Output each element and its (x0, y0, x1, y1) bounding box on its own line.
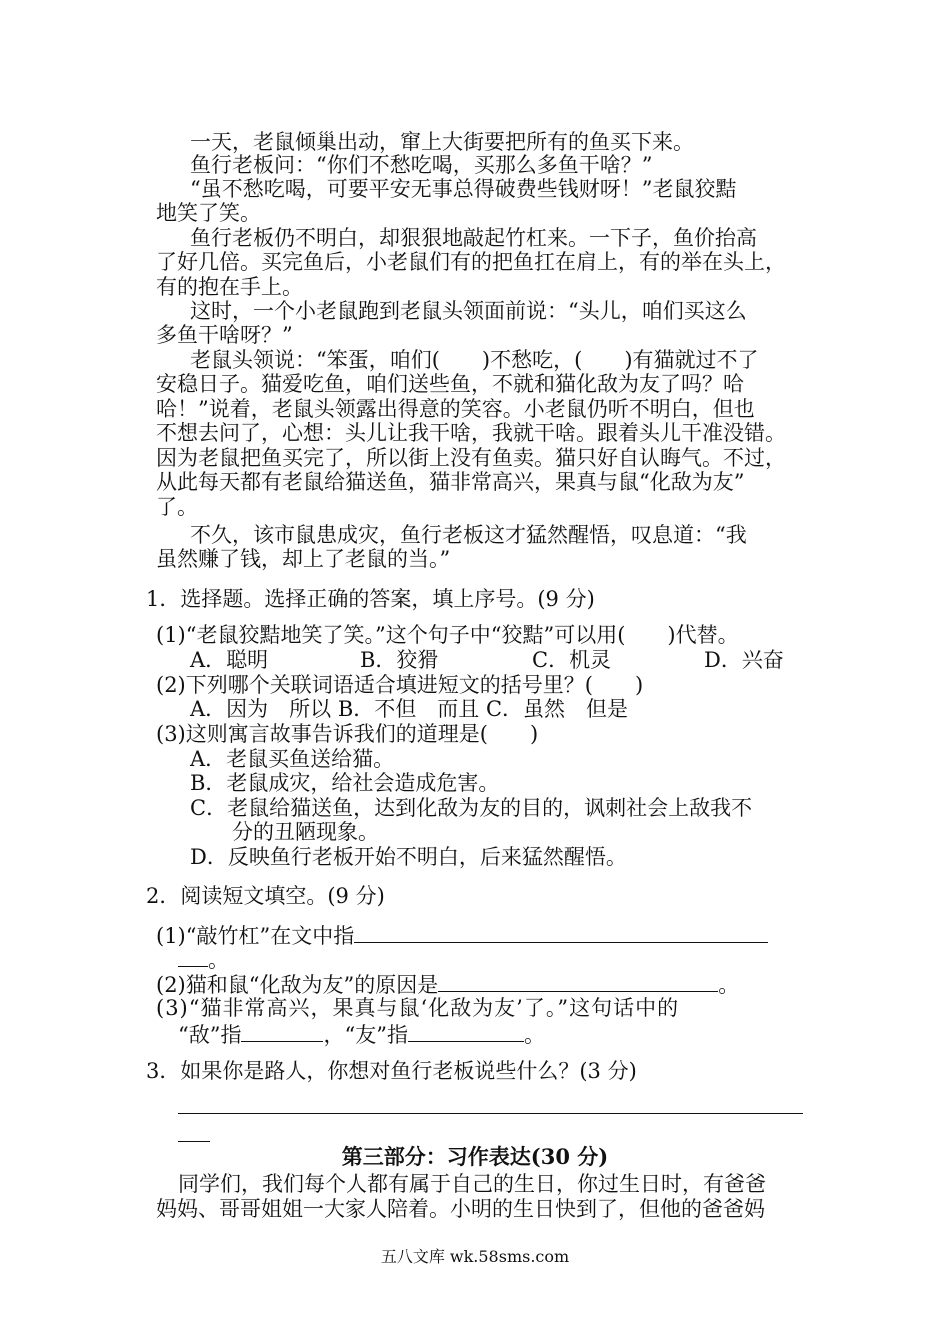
story-paragraph-2: 鱼行老板问：“你们不愁吃喝，买那么多鱼干啥？” (190, 153, 653, 177)
question-1-title: 1．选择题。选择正确的答案，填上序号。(9 分) (146, 587, 595, 611)
part-3-line-1: 同学们，我们每个人都有属于自己的生日，你过生日时，有爸爸 (178, 1172, 766, 1196)
question-3-answer-line-1[interactable] (178, 1113, 803, 1114)
part-3-line-2: 妈妈、哥哥姐姐一大家人陪着。小明的生日快到了，但他的爸爸妈 (156, 1197, 765, 1221)
question-2-sub-1-text: (1)“敲竹杠”在文中指 (156, 924, 355, 948)
question-1-sub-3: (3)这则寓言故事告诉我们的道理是( ) (156, 722, 539, 746)
story-paragraph-1: 一天，老鼠倾巢出动，窜上大街要把所有的鱼买下来。 (190, 130, 694, 154)
question-2-sub-3-line-1: (3)“猫非常高兴，果真与鼠‘化敌为友’了。”这句话中的 (156, 996, 680, 1020)
story-paragraph-3-line-1: “虽不愁吃喝，可要平安无事总得破费些钱财呀！”老鼠狡黠 (190, 177, 737, 201)
question-1-sub-2-options: A．因为 所以 B．不但 而且 C．虽然 但是 (190, 697, 629, 721)
story-paragraph-4-line-3: 有的抱在手上。 (156, 275, 303, 299)
question-2-sub-3-line-2 (178, 1021, 545, 1047)
question-1-sub-2: (2)下列哪个关联词语适合填进短文的括号里？( ) (156, 673, 644, 697)
question-1-sub-3-option-c-line-1: C．老鼠给猫送鱼，达到化敌为友的目的，讽刺社会上敌我不 (190, 796, 753, 820)
question-2-sub-3-enemy-blank[interactable] (241, 1021, 323, 1042)
story-paragraph-6-line-1: 老鼠头领说：“笨蛋，咱们( )不愁吃，( )有猫就过不了 (190, 348, 759, 372)
question-2-sub-3-enemy-label: “敌”指 (178, 1023, 242, 1047)
question-2-sub-3-end: 。 (523, 1023, 545, 1047)
question-1-sub-1: (1)“老鼠狡黠地笑了笑。”这个句子中“狡黠”可以用( )代替。 (156, 623, 739, 647)
question-3-answer-line-2[interactable] (178, 1141, 210, 1142)
story-paragraph-6-line-4: 不想去问了，心想：头儿让我干啥，我就干啥。跟着头儿干准没错。 (156, 421, 786, 445)
question-1-sub-1-option-d: D．兴奋 (704, 648, 784, 672)
question-2-sub-2-end: 。 (718, 973, 740, 997)
question-2-sub-1-continuation (178, 946, 229, 972)
story-paragraph-6-line-7: 了。 (156, 495, 198, 519)
story-paragraph-6-line-5: 因为老鼠把鱼买完了，所以街上没有鱼卖。猫只好自认晦气。不过， (156, 446, 786, 470)
question-2-title: 2．阅读短文填空。(9 分) (146, 884, 385, 908)
story-paragraph-5-line-1: 这时，一个小老鼠跑到老鼠头领面前说：“头儿，咱们买这么 (190, 299, 747, 323)
question-3-title: 3．如果你是路人，你想对鱼行老板说些什么？(3 分) (146, 1059, 637, 1083)
story-paragraph-7-line-2: 虽然赚了钱，却上了老鼠的当。” (156, 547, 451, 571)
question-2-sub-2-blank[interactable] (438, 971, 718, 992)
story-paragraph-6-line-2: 安稳日子。猫爱吃鱼，咱们送些鱼，不就和猫化敌为友了吗？哈 (156, 372, 744, 396)
story-paragraph-5-line-2: 多鱼干啥呀？” (156, 323, 293, 347)
story-paragraph-7-line-1: 不久，该市鼠患成灾，鱼行老板这才猛然醒悟，叹息道：“我 (190, 523, 747, 547)
part-3-heading: 第三部分：习作表达(30 分) (341, 1144, 609, 1169)
story-paragraph-6-line-3: 哈！”说着，老鼠头领露出得意的笑容。小老鼠仍听不明白，但也 (156, 397, 755, 421)
question-2-sub-1 (156, 922, 768, 948)
question-2-sub-2 (156, 971, 739, 997)
question-1-sub-3-option-a: A．老鼠买鱼送给猫。 (190, 747, 395, 771)
question-2-sub-3-friend-blank[interactable] (408, 1021, 524, 1042)
story-paragraph-3-line-2: 地笑了笑。 (156, 201, 261, 225)
question-2-sub-2-text: (2)猫和鼠“化敌为友”的原因是 (156, 973, 439, 997)
question-1-sub-1-option-a: A．聪明 (190, 648, 269, 672)
story-paragraph-4-line-2: 了好几倍。买完鱼后，小老鼠们有的把鱼扛在肩上，有的举在头上， (156, 250, 786, 274)
question-1-sub-1-option-b: B．狡猾 (360, 648, 439, 672)
footer-watermark: 五八文库 wk.58sms.com (380, 1247, 570, 1266)
question-2-sub-1-blank[interactable] (354, 922, 768, 943)
story-paragraph-4-line-1: 鱼行老板仍不明白，却狠狠地敲起竹杠来。一下子，鱼价抬高 (190, 226, 757, 250)
story-paragraph-6-line-6: 从此每天都有老鼠给猫送鱼，猫非常高兴，果真与鼠“化敌为友” (156, 470, 745, 494)
question-1-sub-3-option-c-line-2: 分的丑陋现象。 (232, 820, 379, 844)
question-2-sub-1-blank-continued[interactable] (178, 946, 208, 967)
question-2-sub-3-friend-label: ，“友”指 (323, 1023, 408, 1047)
question-1-sub-3-option-d: D．反映鱼行老板开始不明白，后来猛然醒悟。 (190, 845, 627, 869)
question-2-sub-1-end: 。 (208, 948, 229, 972)
question-1-sub-3-option-b: B．老鼠成灾，给社会造成危害。 (190, 771, 500, 795)
question-1-sub-1-option-c: C．机灵 (532, 648, 612, 672)
